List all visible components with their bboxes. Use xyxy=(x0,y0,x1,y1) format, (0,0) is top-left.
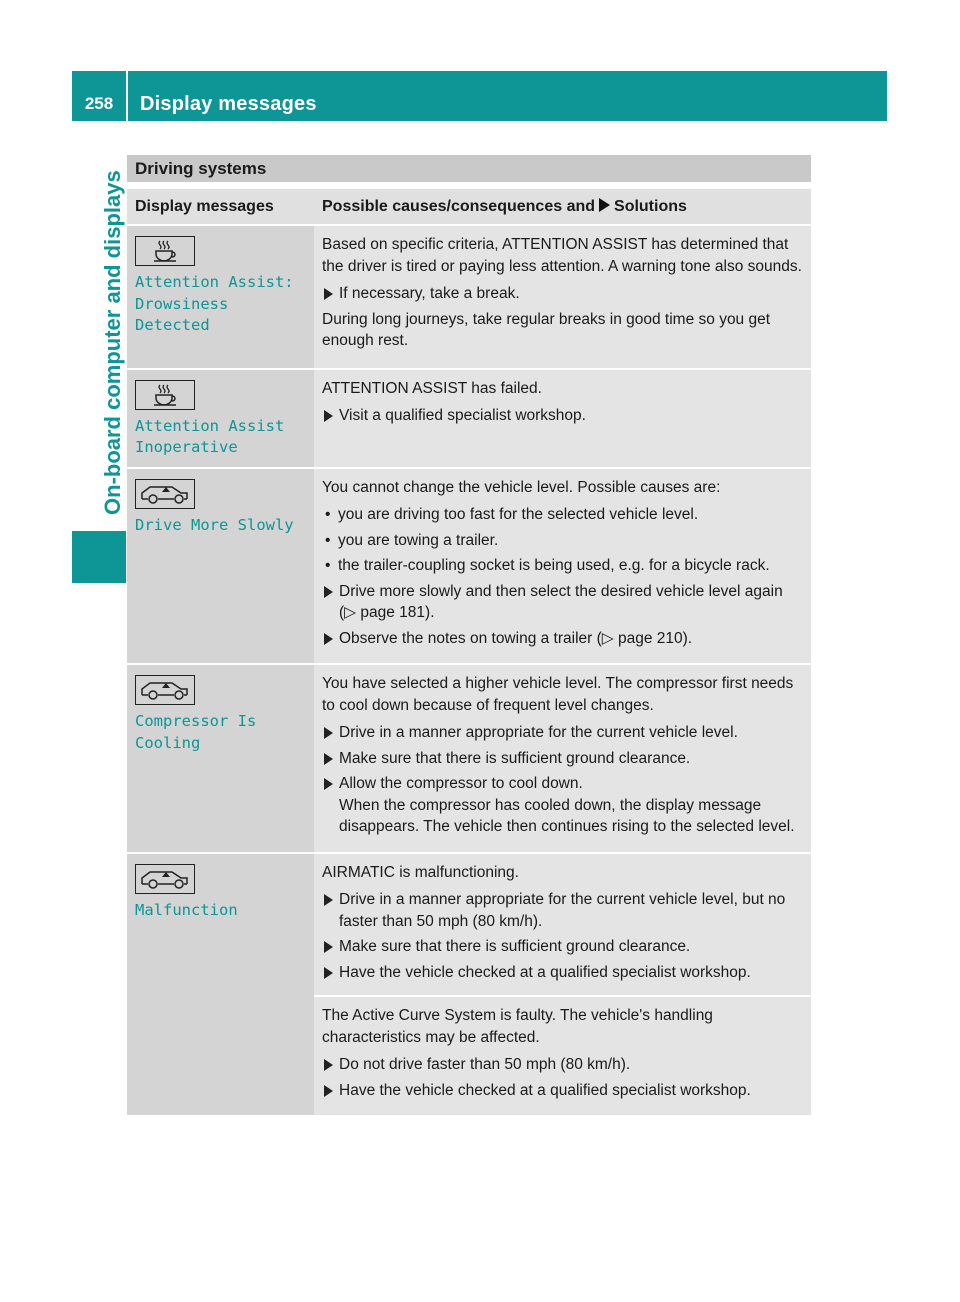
solution-cell xyxy=(314,225,811,369)
solution-step-result: When the compressor has cooled down, the display message disappears. The vehicle then continues rising to the selected level. xyxy=(339,796,795,835)
message-cell xyxy=(127,468,314,665)
cause-text: AIRMATIC is malfunctioning. xyxy=(322,863,519,881)
sub-row-divider xyxy=(314,995,811,997)
solution-step: Make sure that there is sufficient ground clearance. xyxy=(322,748,803,770)
solution-step: Drive in a manner appropriate for the current vehicle level. xyxy=(322,722,803,744)
cause-text: You have selected a higher vehicle level. The compressor first needs to cool down because of frequent level changes. xyxy=(322,675,794,714)
table-row xyxy=(127,853,811,1117)
cause-bullet: • you are driving too fast for the selected vehicle level. xyxy=(322,504,803,526)
message-cell xyxy=(127,664,314,853)
solution-cell xyxy=(314,853,811,1117)
cause-text: Based on specific criteria, ATTENTION ASSIST has determined that the driver is tired or paying less attention. A warning tone also sounds. xyxy=(322,236,802,275)
solution-step: Have the vehicle checked at a qualified specialist workshop. xyxy=(322,962,803,984)
cause-bullet: • the trailer-coupling socket is being used, e.g. for a bicycle rack. xyxy=(322,555,803,577)
solution-step: Have the vehicle checked at a qualified specialist workshop. xyxy=(322,1080,803,1102)
coffee-cup-icon xyxy=(135,236,195,266)
solution-step-text: Allow the compressor to cool down. xyxy=(339,775,583,792)
solution-cell xyxy=(314,369,811,468)
cause-bullet: • you are towing a trailer. xyxy=(322,530,803,552)
solution-step: Make sure that there is sufficient ground clearance. xyxy=(322,936,803,958)
solution-cell xyxy=(314,468,811,665)
table-header-row xyxy=(127,189,811,225)
solution-step: Drive in a manner appropriate for the current vehicle level, but no faster than 50 mph (80 km/h). xyxy=(322,889,803,932)
solution-step: Drive more slowly and then select the desired vehicle level again (▷ page 181). xyxy=(322,581,803,624)
solution-step: Visit a qualified specialist workshop. xyxy=(322,405,803,427)
display-message: Malfunction xyxy=(135,900,238,919)
page-title: Display messages xyxy=(140,93,317,115)
arrow-icon xyxy=(599,198,610,212)
page-number: 258 xyxy=(84,94,114,113)
note-text: During long journeys, take regular breaks in good time so you get enough rest. xyxy=(322,310,771,349)
vehicle-level-icon xyxy=(135,864,195,894)
section-bar xyxy=(127,155,811,182)
column-header-solutions-text: Solutions xyxy=(614,197,687,215)
display-message: Attention Assist: Drowsiness Detected xyxy=(135,273,294,334)
message-cell xyxy=(127,369,314,468)
header-divider xyxy=(126,71,128,121)
coffee-cup-icon xyxy=(135,380,195,410)
solution-step: If necessary, take a break. xyxy=(322,283,803,305)
table-row xyxy=(127,664,811,853)
solution-step xyxy=(322,773,803,838)
vehicle-level-icon xyxy=(135,675,195,705)
messages-table xyxy=(127,189,811,1117)
table-row xyxy=(127,369,811,468)
page-header xyxy=(72,71,887,121)
vehicle-level-icon xyxy=(135,479,195,509)
cause-text: You cannot change the vehicle level. Possible causes are: xyxy=(322,478,721,496)
message-cell xyxy=(127,853,314,1117)
message-cell xyxy=(127,225,314,369)
side-tab-label: On-board computer and displays xyxy=(100,170,125,515)
display-message: Compressor Is Cooling xyxy=(135,712,257,752)
display-message: Attention Assist Inoperative xyxy=(135,416,285,456)
section-title: Driving systems xyxy=(135,159,267,178)
solution-step: Do not drive faster than 50 mph (80 km/h). xyxy=(322,1054,803,1076)
solution-cell xyxy=(314,664,811,853)
display-message: Drive More Slowly xyxy=(135,515,294,534)
table-row xyxy=(127,468,811,665)
column-header-display-messages: Display messages xyxy=(127,189,314,225)
cause-text: The Active Curve System is faulty. The vehicle's handling characteristics may be affected. xyxy=(322,1007,713,1046)
table-row xyxy=(127,225,811,369)
solution-step: Observe the notes on towing a trailer (▷ page 210). xyxy=(322,628,803,650)
cause-text: ATTENTION ASSIST has failed. xyxy=(322,379,542,397)
column-header-causes-text: Possible causes/consequences and xyxy=(322,197,596,215)
column-header-causes xyxy=(314,189,811,225)
